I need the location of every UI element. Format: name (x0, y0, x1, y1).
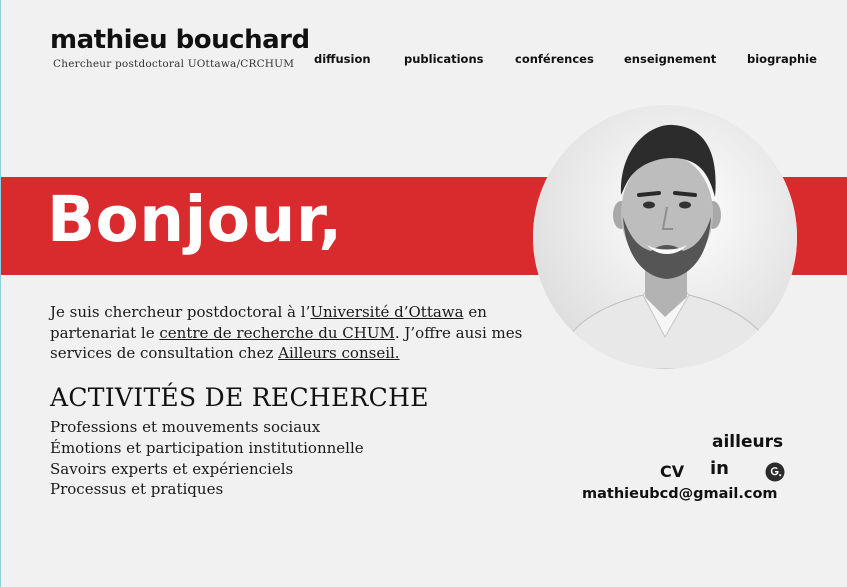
intro-text (50, 302, 530, 364)
profile-photo-image (533, 105, 797, 369)
list-item: Savoirs experts et expérienciels (50, 459, 294, 478)
research-list (50, 417, 364, 500)
list-item: Professions et mouvements sociaux (50, 418, 321, 436)
nav-item-enseignement[interactable]: enseignement (624, 52, 717, 66)
nav-item-biographie[interactable]: biographie (747, 52, 817, 66)
ailleurs-conseil-link[interactable]: Ailleurs conseil. (278, 344, 400, 362)
intro-text-part: en partenariat le (50, 303, 487, 342)
google-plus-icon-graphic (765, 462, 785, 482)
google-plus-icon[interactable] (765, 462, 785, 482)
hero-greeting: Bonjour, (47, 183, 343, 256)
ailleurs-link[interactable]: ailleurs (712, 432, 784, 452)
linkedin-icon[interactable]: in (710, 458, 729, 479)
intro-text-part: . J’offre ausi mes services de consultation chez (50, 323, 523, 362)
research-section-title: ACTIVITÉS DE RECHERCHE (50, 383, 429, 412)
intro-text-part: Je suis chercheur postdoctoral à l’ (50, 303, 311, 321)
site-tagline: Chercheur postdoctoral UOttawa/CRCHUM (53, 58, 295, 70)
nav-item-diffusion[interactable]: diffusion (314, 52, 371, 66)
chum-research-center-link[interactable]: centre de recherche du CHUM (159, 323, 395, 342)
list-item: Processus et pratiques (50, 480, 224, 499)
nav-item-conferences[interactable]: conférences (515, 52, 594, 66)
nav-item-publications[interactable]: publications (404, 52, 484, 66)
email-link[interactable]: mathieubcd@gmail.com (582, 486, 778, 502)
university-ottawa-link[interactable]: Université d’Ottawa (310, 303, 464, 321)
site-name[interactable]: mathieu bouchard (50, 25, 310, 55)
site-header (1, 0, 847, 90)
list-item: Émotions et participation institutionnelle (50, 438, 364, 457)
cv-link[interactable]: CV (660, 462, 685, 481)
profile-photo (533, 105, 797, 369)
